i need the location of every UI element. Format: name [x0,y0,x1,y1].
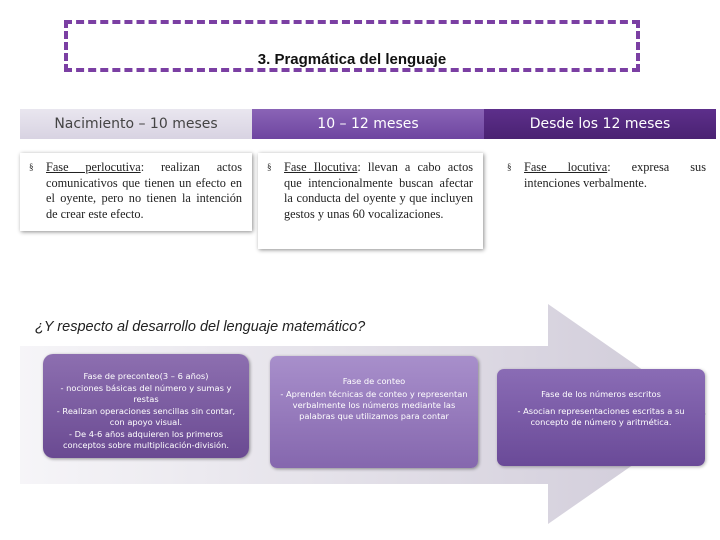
phase-conteo [270,356,478,468]
bullet-icon: § [267,162,272,172]
stage-text: : llevan a cabo actos que intencionalmente buscan afectar la conducta del oyente y que incluyen gestos y unas 60 vocalizaciones. [284,160,473,221]
phase-line: - nociones básicas del número y sumas y restas [60,383,232,404]
phase-line: - Asocian representaciones escritas a su concepto de número y aritmética. [517,406,685,427]
stage-header-10-12: 10 – 12 meses [252,109,484,139]
math-language-question: ¿Y respecto al desarrollo del lenguaje matemático? [35,319,366,335]
bullet-icon: § [29,162,34,172]
stage-term: Fase perlocutiva [46,160,141,174]
stage-header-birth: Nacimiento – 10 meses [20,109,252,139]
stage-text: : expresa sus intenciones verbalmente. [524,160,706,190]
stage-term: Fase Ilocutiva [284,160,358,174]
phase-title: Fase de conteo [342,376,406,386]
stage-text: : realizan actos comunicativos que tienen un efecto en el oyente, pero no tienen la intención de crear este efecto. [46,160,242,221]
phase-line: - De 4-6 años adquieren los primeros conceptos sobre multiplicación-división. [62,429,230,450]
stage-header-12-plus: Desde los 12 meses [484,109,716,139]
phase-numeros-escritos [497,369,705,466]
stage-term: Fase locutiva [524,160,608,174]
phase-preconteo [43,354,249,458]
phase-title: Fase de los números escritos [541,389,661,399]
phase-line: - Realizan operaciones sencillas sin contar, con apoyo visual. [56,406,236,427]
page-title: 3. Pragmática del lenguaje [257,50,447,68]
phase-line: - Aprenden técnicas de conteo y representan verbalmente los números mediante las palabras que utilizamos para contar [280,389,468,421]
phase-title: Fase de preconteo(3 – 6 años) [83,371,209,381]
bullet-icon: § [507,162,512,172]
